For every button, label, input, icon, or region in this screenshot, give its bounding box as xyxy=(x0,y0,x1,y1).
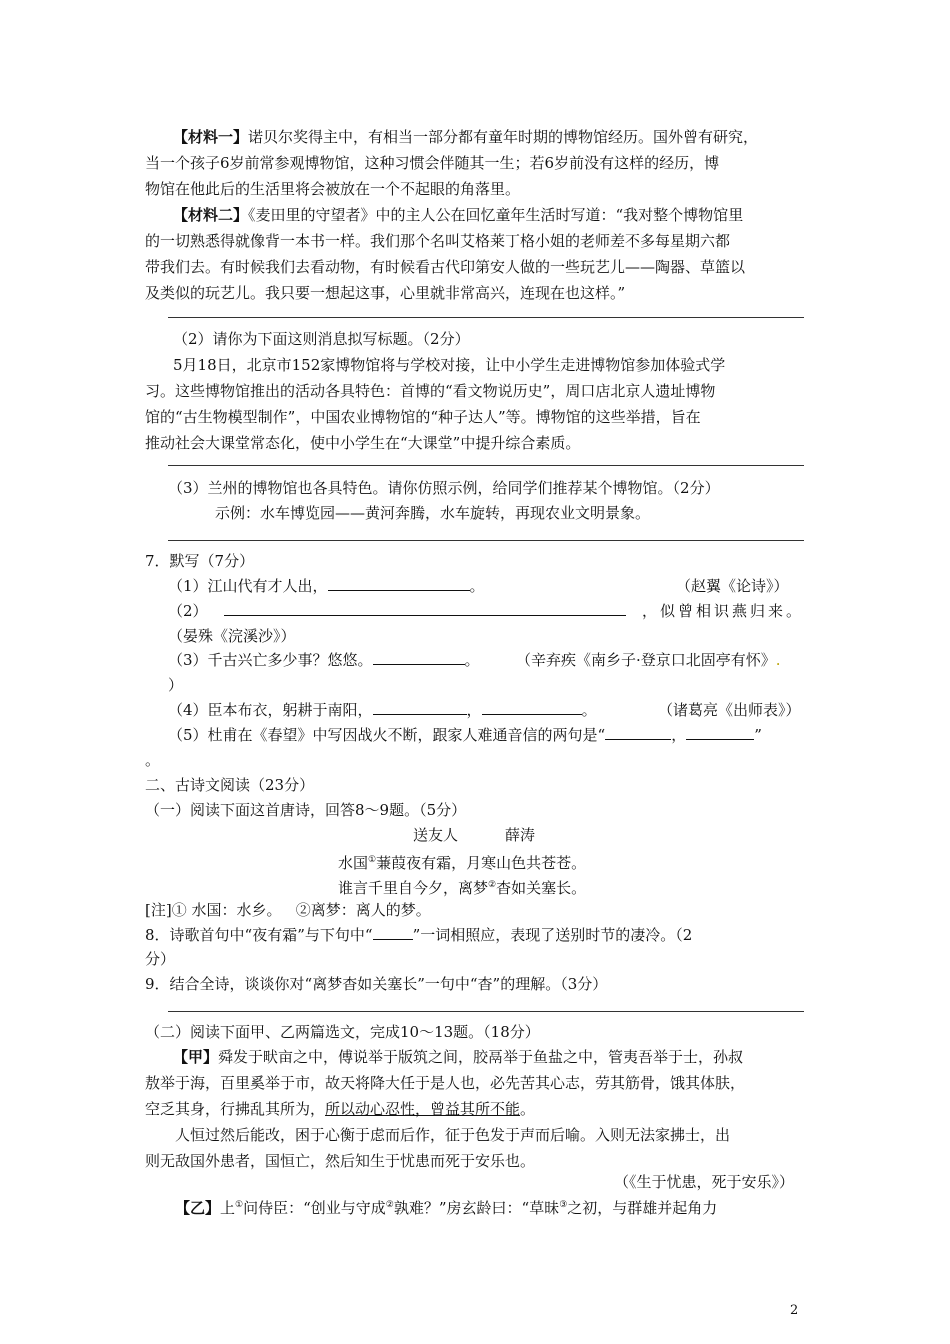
material-two-line-4: 及类似的玩艺儿。我只要一想起这事，心里就非常高兴，连现在也这样。” xyxy=(145,284,626,302)
q2-line-2: 习。这些博物馆推出的活动各具特色：首博的“看文物说历史”，周口店北京人遗址博物 xyxy=(145,382,716,400)
poem-title: 送友人 xyxy=(413,826,459,844)
poem-author: 薛涛 xyxy=(505,826,536,844)
poem-line-1: 水国①蒹葭夜有霜，月寒山色共苍苍。 xyxy=(338,854,587,872)
material-two-line-3: 带我们去。有时候我们去看动物，有时候看古代印第安人做的一些玩艺儿——陶器、草篮以 xyxy=(145,258,746,276)
q3-prompt: （3）兰州的博物馆也各具特色。请你仿照示例，给同学们推荐某个博物馆。（2分） xyxy=(168,479,720,497)
q7-item-1: （1）江山代有才人出， 。 xyxy=(168,577,485,595)
fill-blank-4b[interactable] xyxy=(482,700,582,715)
fill-blank-5b[interactable] xyxy=(686,725,754,740)
material-one-line-1: 【材料一】诺贝尔奖得主中，有相当一部分都有童年时期的博物馆经历。国外曾有研究， xyxy=(173,128,759,146)
jia-label: 【甲】 xyxy=(173,1048,219,1066)
q7-item-5: （5）杜甫在《春望》中写因战火不断，跟家人难通音信的两句是“ ， ” xyxy=(168,726,762,744)
section-2-sub-2: （二）阅读下面甲、乙两篇选文，完成10～13题。（18分） xyxy=(145,1023,540,1041)
material-two-line-2: 的一切熟悉得就像背一本书一样。我们那个名叫艾格莱丁格小姐的老师差不多每星期六都 xyxy=(145,232,731,250)
fill-blank-1[interactable] xyxy=(328,576,470,591)
jia-line-1: 【甲】舜发于畎亩之中，傅说举于版筑之间，胶鬲举于鱼盐之中，管夷吾举于士，孙叔 xyxy=(173,1048,744,1066)
underlined-sentence: 所以动心忍性，曾益其所不能 xyxy=(325,1100,521,1118)
page-number: 2 xyxy=(790,1303,799,1318)
answer-line-q1[interactable] xyxy=(168,317,804,318)
fill-blank-2[interactable] xyxy=(224,601,626,616)
answer-line-q2[interactable] xyxy=(168,465,804,466)
q2-line-3: 馆的“古生物模型制作”，中国农业博物馆的“种子达人”等。博物馆的这些举措，旨在 xyxy=(145,408,701,426)
q7-item-5-end: 。 xyxy=(145,751,161,769)
fill-blank-q8[interactable] xyxy=(373,925,413,940)
fill-blank-3[interactable] xyxy=(373,650,465,665)
jia-source: （《生于忧患，死于安乐》） xyxy=(614,1173,795,1191)
q8: 8．诗歌首句中“夜有霜”与下句中“ ”一词相照应，表现了送别时节的凄冷。（2 xyxy=(145,926,693,944)
q7-item-4: （4）臣本布衣，躬耕于南阳， ， 。 xyxy=(168,701,597,719)
answer-line-q3[interactable] xyxy=(168,540,804,541)
yi-line-1: 【乙】上①问侍臣：“创业与守成②孰难？”房玄龄曰：“草昧③之初，与群雄并起角力 xyxy=(175,1199,718,1217)
jia-line-3: 空乏其身，行拂乱其所为，所以动心忍性，曾益其所不能。 xyxy=(145,1100,536,1118)
q2-line-4: 推动社会大课堂常态化，使中小学生在“大课堂”中提升综合素质。 xyxy=(145,434,581,452)
q7-item-4-source: （诸葛亮《出师表》） xyxy=(658,701,801,719)
poem-notes: [注]① 水国：水乡。 ②离梦：离人的梦。 xyxy=(145,901,431,919)
jia-line-4: 人恒过然后能改，困于心衡于虑而后作，征于色发于声而后喻。入则无法家拂士，出 xyxy=(175,1126,731,1144)
fill-blank-5a[interactable] xyxy=(605,725,671,740)
section-2-title: 二、古诗文阅读（23分） xyxy=(145,776,315,794)
answer-line-q9[interactable] xyxy=(168,1011,804,1012)
yi-label: 【乙】 xyxy=(175,1199,221,1217)
q7-item-3: （3）千古兴亡多少事？悠悠。 。 xyxy=(168,651,480,669)
q8-continued: 分） xyxy=(145,950,176,968)
q7-item-3-close: ） xyxy=(168,676,184,694)
material-two-line-1: 【材料二】《麦田里的守望者》中的主人公在回忆童年生活时写道：“我对整个博物馆里 xyxy=(173,206,744,224)
material-one-label: 【材料一】 xyxy=(173,128,249,146)
q3-example: 示例：水车博览园——黄河奔腾，水车旋转，再现农业文明景象。 xyxy=(215,504,651,522)
jia-line-5: 则无敌国外患者，国恒亡，然后知生于忧患而死于安乐也。 xyxy=(145,1152,536,1170)
q7-item-1-source: （赵翼《论诗》） xyxy=(676,577,789,595)
material-one-line-3: 物馆在他此后的生活里将会被放在一个不起眼的角落里。 xyxy=(145,180,521,198)
q2-prompt: （2）请你为下面这则消息拟写标题。（2分） xyxy=(173,330,470,348)
q7-item-2: （2） ，似曾相识燕归来。 xyxy=(168,602,804,620)
q9: 9．结合全诗，谈谈你对“离梦杳如关塞长”一句中“杳”的理解。（3分） xyxy=(145,975,608,993)
q7-item-3-source: （辛弃疾《南乡子·登京口北固亭有怀》. xyxy=(516,651,781,669)
material-one-line-2: 当一个孩子6岁前常参观博物馆，这种习惯会伴随其一生；若6岁前没有这样的经历，博 xyxy=(145,154,720,172)
q2-line-1: 5月18日，北京市152家博物馆将与学校对接，让中小学生走进博物馆参加体验式学 xyxy=(173,356,726,374)
section-2-sub-1: （一）阅读下面这首唐诗，回答8～9题。（5分） xyxy=(145,801,467,819)
q7-item-2-source: （晏殊《浣溪沙》） xyxy=(168,627,296,645)
material-two-label: 【材料二】 xyxy=(173,206,249,224)
fill-blank-4a[interactable] xyxy=(373,700,467,715)
q7-title: 7．默写（7分） xyxy=(145,552,255,570)
jia-line-2: 敖举于海，百里奚举于市，故天将降大任于是人也，必先苦其心志，劳其筋骨，饿其体肤， xyxy=(145,1074,746,1092)
poem-line-2: 谁言千里自今夕，离梦②杳如关塞长。 xyxy=(338,879,587,897)
